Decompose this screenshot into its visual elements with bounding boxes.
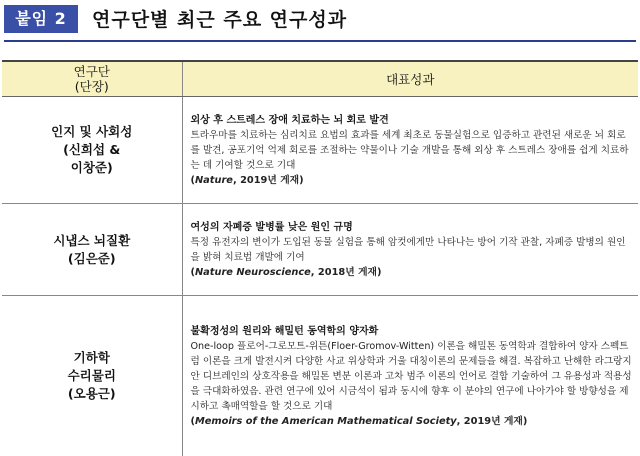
title-divider (4, 40, 636, 42)
unit-director: 이창준) (2, 159, 182, 177)
result-cell (182, 97, 638, 204)
result-cell (182, 204, 638, 296)
journal-citation: (Nature Neuroscience, 2018년 게재) (191, 265, 633, 280)
column-header-result: 대표성과 (182, 61, 638, 97)
journal-name: Nature (195, 175, 233, 186)
journal-citation: (Memoirs of the American Mathematical Society, 2019년 게재) (191, 414, 633, 429)
journal-name: Memoirs of the American Mathematical Society (195, 416, 457, 427)
unit-name: 수리물리 (2, 367, 182, 385)
unit-director: (오용근) (2, 385, 182, 403)
result-body: 특정 유전자의 변이가 도입된 동물 실험을 통해 암컷에게만 나타나는 방어 기작 관찰, 자폐증 발병의 원인을 밝혀 치료법 개발에 기여 (191, 235, 633, 265)
attachment-badge: 붙임 2 (4, 5, 78, 33)
unit-director: (신희섭 & (2, 141, 182, 159)
journal-name: Nature Neuroscience (195, 267, 311, 278)
unit-name: 기하학 (2, 349, 182, 367)
result-title: 여성의 자폐증 발병률 낮은 원인 규명 (191, 220, 633, 235)
unit-director: (김은준) (2, 250, 182, 268)
result-cell (182, 296, 638, 456)
column-header-unit-label: 연구단 (2, 64, 182, 79)
page-title: 연구단별 최근 주요 연구성과 (92, 3, 347, 37)
result-body: 트라우마를 치료하는 심리치료 요법의 효과를 세계 최초로 동물실험으로 입증하고 관련된 새로운 뇌 회로를 발견, 공포기억 억제 회로를 조절하는 약물이나 기술 개발을 통해 외상 후 스트레스 장애를 쉽게 치료하는 데 기여할 것으로 기대 (191, 128, 633, 173)
table-row (2, 204, 638, 296)
research-results-table (2, 60, 638, 456)
table-header-row (2, 61, 638, 97)
page-header (4, 3, 636, 37)
journal-year: , 2019년 게재) (457, 416, 528, 427)
table-row (2, 97, 638, 204)
result-title: 불확정성의 원리와 해밀턴 동역학의 양자화 (191, 324, 633, 339)
unit-name: 인지 및 사회성 (2, 123, 182, 141)
table-row (2, 296, 638, 456)
result-title: 외상 후 스트레스 장애 치료하는 뇌 회로 발견 (191, 113, 633, 128)
research-unit-cell (2, 204, 182, 296)
column-header-unit (2, 61, 182, 97)
result-body: One-loop 플로어-그로모트-위튼(Floer-Gromov-Witten) 이론을 해밀톤 동역학과 결합하여 양자 스펙트럼 이론을 크게 발전시켜 다양한 사교 위상학과 거울 대칭이론의 문제들을 해결. 복잡하고 난해한 라그랑지안 디브레인의 상호작용을 해밀톤 변분 이론과 고차 범주 이론의 언어로 결합 기술하여 그 유용성과 적용성을 극대화하였음. 관련 연구에 있어 시금석이 됨과 동시에 향후 이 분야의 연구에 나아가야 할 방향성을 제시하고 촉매역할을 할 것으로 기대 (191, 339, 633, 414)
unit-name: 시냅스 뇌질환 (2, 232, 182, 250)
journal-year: , 2018년 게재) (311, 267, 382, 278)
journal-year: , 2019년 게재) (233, 175, 304, 186)
research-unit-cell (2, 296, 182, 456)
column-header-unit-sub: (단장) (2, 79, 182, 94)
research-unit-cell (2, 97, 182, 204)
journal-citation: (Nature, 2019년 게재) (191, 173, 633, 188)
